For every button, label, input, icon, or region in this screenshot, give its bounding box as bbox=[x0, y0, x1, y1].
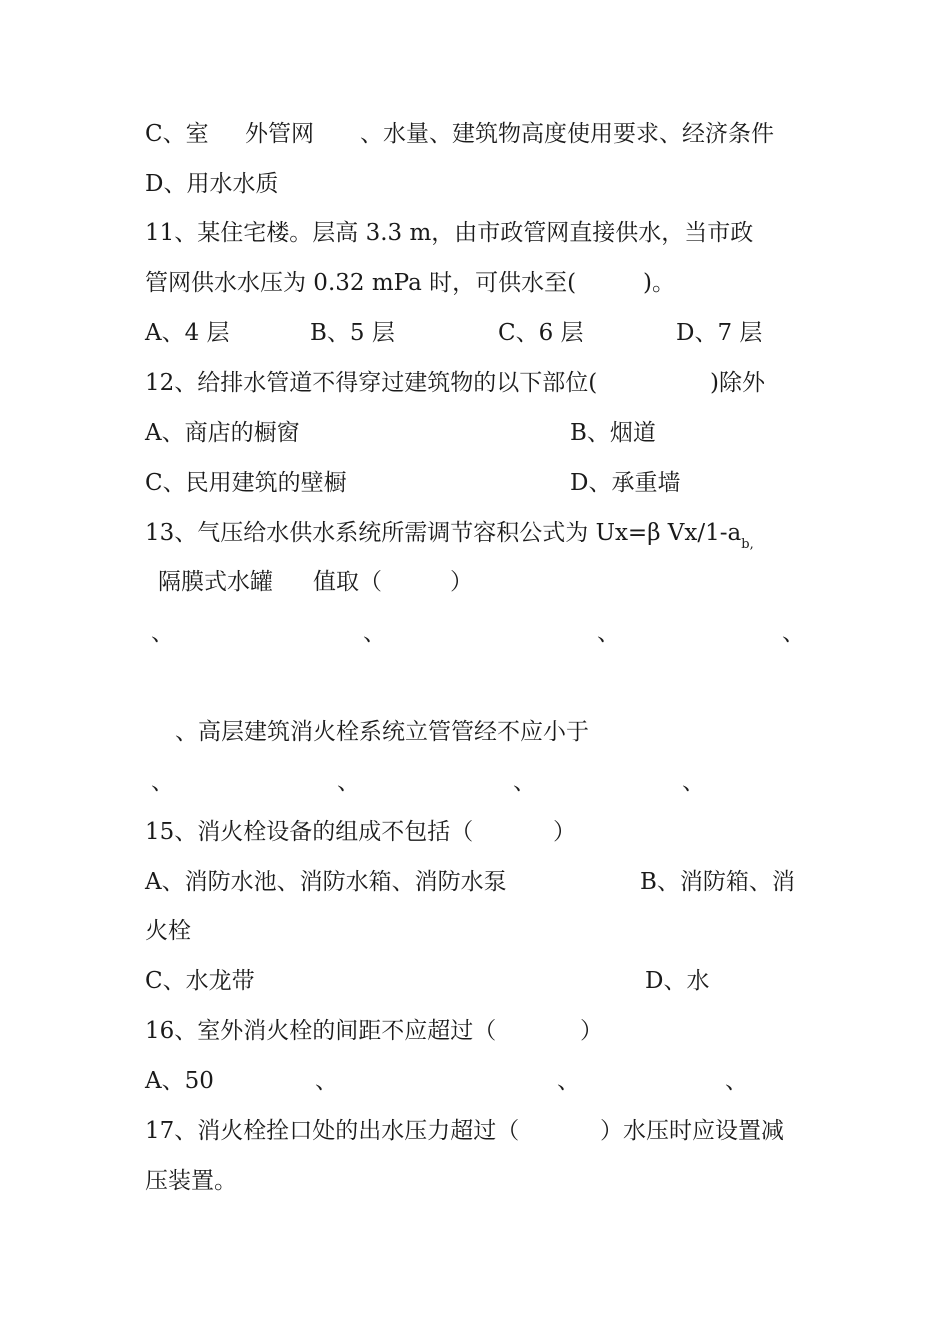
option-d: D、水 bbox=[645, 968, 710, 994]
formula-text: 13、气压给水供水系统所需调节容积公式为 Ux=β Vx/1-a bbox=[145, 520, 742, 546]
question-16-options bbox=[145, 1064, 815, 1098]
text-segment: ） bbox=[553, 819, 576, 845]
formula-subscript: b, bbox=[741, 537, 754, 552]
text-segment: 、水量、建筑物高度使用要求、经济条件 bbox=[360, 121, 774, 147]
option-c: C、民用建筑的壁橱 bbox=[145, 470, 347, 496]
option-separator: 、 bbox=[315, 1068, 338, 1094]
option-d: D、7 层 bbox=[676, 320, 763, 346]
option-separator: 、 bbox=[682, 769, 705, 795]
question-15-options-ab bbox=[145, 865, 815, 899]
question-13-option-separators bbox=[145, 616, 815, 650]
text-segment: 外管网 bbox=[245, 121, 314, 147]
text-segment: 值取（ bbox=[313, 569, 382, 595]
question-15 bbox=[145, 815, 815, 849]
option-b: B、烟道 bbox=[570, 420, 656, 446]
text-segment: 、高层建筑消火栓系统立管管经不应小于 bbox=[175, 719, 589, 745]
text-line-option-c-outdoor-network bbox=[145, 117, 815, 151]
option-b: B、5 层 bbox=[310, 320, 395, 346]
option-separator: 、 bbox=[557, 1068, 580, 1094]
question-15-options-cd bbox=[145, 964, 815, 998]
text-segment: 压装置。 bbox=[145, 1168, 237, 1194]
question-14-option-separators bbox=[145, 765, 815, 799]
question-14 bbox=[145, 715, 815, 749]
option-c: C、水龙带 bbox=[145, 968, 255, 994]
question-11 bbox=[145, 216, 815, 250]
question-12 bbox=[145, 366, 815, 400]
text-line-option-d-water-quality bbox=[145, 167, 815, 201]
text-segment: )。 bbox=[643, 270, 675, 296]
question-12-options-cd bbox=[145, 466, 815, 500]
text-segment: C、室 bbox=[145, 121, 209, 147]
text-segment: ） bbox=[580, 1018, 603, 1044]
text-segment: ）水压时应设置减 bbox=[600, 1118, 784, 1144]
question-11-options bbox=[145, 316, 815, 350]
text-segment: 隔膜式水罐 bbox=[158, 569, 273, 595]
text-segment: )除外 bbox=[710, 370, 765, 396]
option-separator: 、 bbox=[782, 620, 805, 646]
question-11-continued bbox=[145, 266, 815, 300]
text-segment: ） bbox=[450, 569, 473, 595]
question-16 bbox=[145, 1014, 815, 1048]
option-a: A、商店的橱窗 bbox=[145, 420, 300, 446]
text-segment: 15、消火栓设备的组成不包括（ bbox=[145, 819, 474, 845]
text-segment: D、用水水质 bbox=[145, 171, 279, 197]
question-12-options-ab bbox=[145, 416, 815, 450]
option-separator: 、 bbox=[363, 620, 386, 646]
text-segment bbox=[145, 516, 754, 554]
option-a: A、50 bbox=[145, 1068, 214, 1094]
option-c: C、6 层 bbox=[498, 320, 584, 346]
question-17-continued bbox=[145, 1164, 815, 1198]
option-separator: 、 bbox=[513, 769, 536, 795]
question-13 bbox=[145, 516, 815, 550]
question-13-continued bbox=[145, 565, 815, 599]
text-segment: 16、室外消火栓的间距不应超过（ bbox=[145, 1018, 497, 1044]
text-segment: 火栓 bbox=[145, 918, 191, 944]
option-separator: 、 bbox=[337, 769, 360, 795]
option-separator: 、 bbox=[725, 1068, 748, 1094]
option-separator: 、 bbox=[151, 769, 174, 795]
text-segment: 17、消火栓拴口处的出水压力超过（ bbox=[145, 1118, 520, 1144]
option-b: B、消防箱、消 bbox=[640, 869, 795, 895]
option-separator: 、 bbox=[597, 620, 620, 646]
question-17 bbox=[145, 1114, 815, 1148]
text-segment: 管网供水水压为 0.32 mPa 时，可供水至( bbox=[145, 270, 577, 296]
option-d: D、承重墙 bbox=[570, 470, 681, 496]
text-segment: 11、某住宅楼。层高 3.3 m，由市政管网直接供水，当市政 bbox=[145, 220, 754, 246]
option-a: A、4 层 bbox=[145, 320, 230, 346]
option-a: A、消防水池、消防水箱、消防水泵 bbox=[145, 869, 507, 895]
option-separator: 、 bbox=[151, 620, 174, 646]
question-15-option-b-continued bbox=[145, 914, 815, 948]
text-segment: 12、给排水管道不得穿过建筑物的以下部位( bbox=[145, 370, 598, 396]
